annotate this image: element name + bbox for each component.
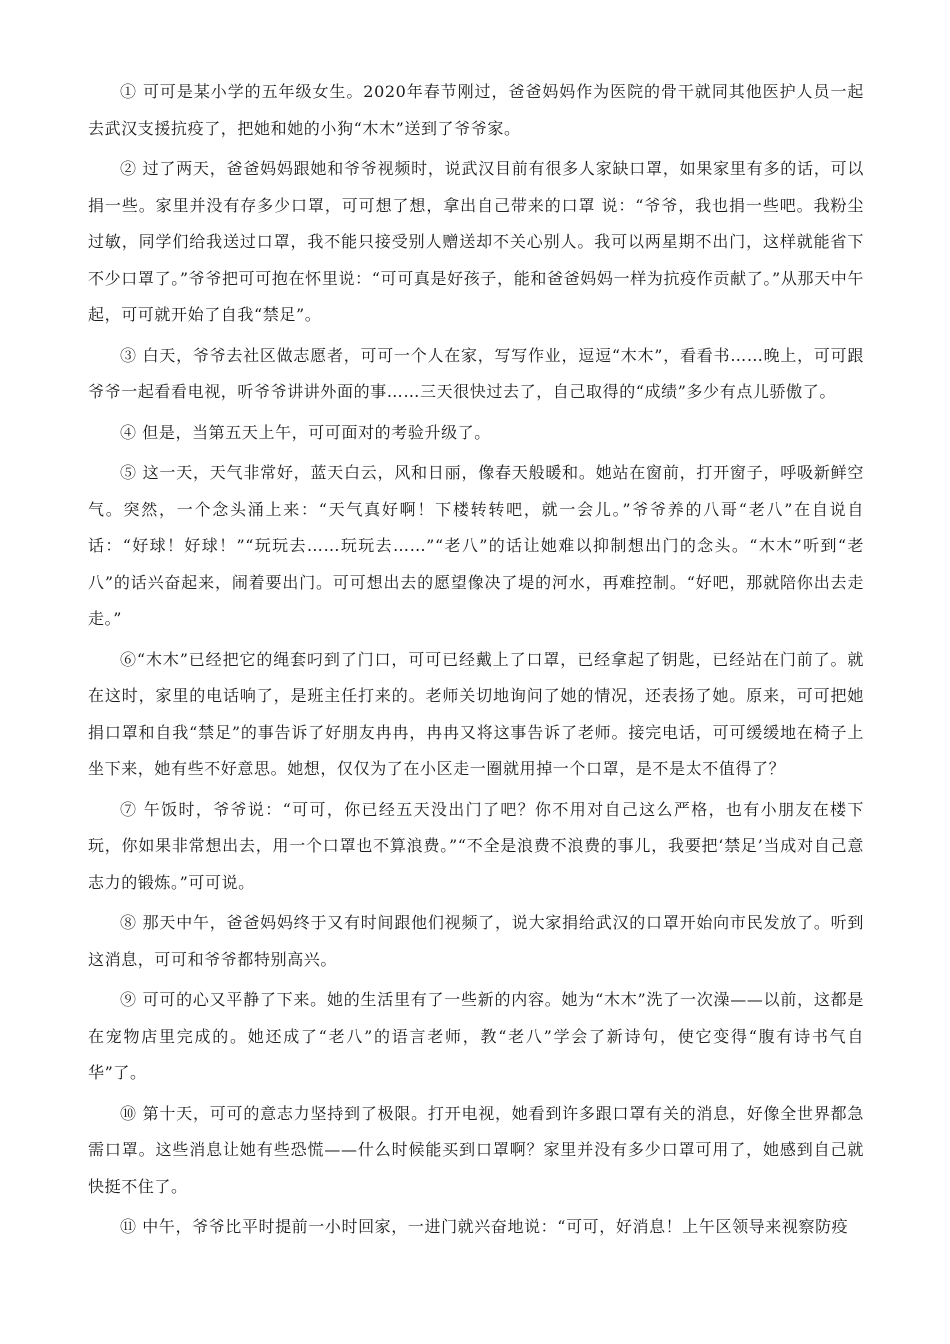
paragraph-2: ② 过了两天，爸爸妈妈跟她和爷爷视频时，说武汉目前有很多人家缺口罩，如果家里有多的话，可以捐一些。家里并没有存多少口罩，可可想了想，拿出自己带来的口罩 说：“爷爷，我也捐一些吧。我粉尘过敏，同学们给我送过口罩，我不能只接受别人赠送却不关心别人。我可以两星期不出门，这样就能省下不少口罩了。”爷爷把可可抱在怀里说：“可可真是好孩子，能和爸爸妈妈一样为抗疫作贡献了。”从那天中午起，可可就开始了自我“禁足”。: [88, 159, 864, 324]
paragraph-7: ⑦ 午饭时，爷爷说：“可可，你已经五天没出门了吧？你不用对自己这么严格，也有小朋友在楼下玩，你如果非常想出去，用一个口罩也不算浪费。”“不全是浪费不浪费的事儿，我要把‘禁足’当成对自己意志力的锻炼。”可可说。: [88, 799, 864, 892]
paragraph-1: ① 可可是某小学的五年级女生。2020年春节刚过，爸爸妈妈作为医院的骨干就同其他医护人员一起去武汉支援抗疫了，把她和她的小狗“木木”送到了爷爷家。: [88, 82, 864, 138]
paragraph-10: ⑩ 第十天，可可的意志力坚持到了极限。打开电视，她看到许多跟口罩有关的消息，好像全世界都急需口罩。这些消息让她有些恐慌——什么时候能买到口罩啊？家里并没有多少口罩可用了，她感到自己就快挺不住了。: [88, 1103, 864, 1196]
paragraph-5: ⑤ 这一天，天气非常好，蓝天白云，风和日丽，像春天般暖和。她站在窗前，打开窗子，呼吸新鲜空气。突然，一个念头涌上来：“天气真好啊！下楼转转吧，就一会儿。”爷爷养的八哥“老八”在自说自话：“好球！好球！”“玩玩去……玩玩去……”“老八”的话让她难以抑制想出门的念头。“木木”听到“老八”的话兴奋起来，闹着要出门。可可想出去的愿望像决了堤的河水，再难控制。“好吧，那就陪你出去走走。”: [88, 463, 864, 628]
paragraph-3: ③ 白天，爷爷去社区做志愿者，可可一个人在家，写写作业，逗逗“木木”，看看书……晚上，可可跟爷爷一起看看电视，听爷爷讲讲外面的事……三天很快过去了，自己取得的“成绩”多少有点儿骄傲了。: [88, 345, 864, 401]
paragraph-11: ⑪ 中午，爷爷比平时提前一小时回家，一进门就兴奋地说：“可可，好消息！上午区领导来视察防疫: [120, 1217, 849, 1236]
paragraph-8: ⑧ 那天中午，爸爸妈妈终于又有时间跟他们视频了，说大家捐给武汉的口罩开始向市民发放了。听到这消息，可可和爷爷都特别高兴。: [88, 913, 864, 969]
paragraph-6: ⑥“木木”已经把它的绳套叼到了门口，可可已经戴上了口罩，已经拿起了钥匙，已经站在门前了。就在这时，家里的电话响了，是班主任打来的。老师关切地询问了她的情况，还表扬了她。原来，可可把她捐口罩和自我“禁足”的事告诉了好朋友冉冉，冉冉又将这事告诉了老师。接完电话，可可缓缓地在椅子上坐下来，她有些不好意思。她想，仅仅为了在小区走一圈就用掉一个口罩，是不是太不值得了？: [88, 649, 864, 778]
paragraph-9: ⑨ 可可的心又平静了下来。她的生活里有了一些新的内容。她为“木木”洗了一次澡——以前，这都是在宠物店里完成的。她还成了“老八”的语言老师，教“老八”学会了新诗句，使它变得“腹有诗书气自华”了。: [88, 990, 864, 1082]
paragraph-4: ④ 但是，当第五天上午，可可面对的考验升级了。: [120, 422, 491, 442]
article-body: [88, 74, 864, 1250]
